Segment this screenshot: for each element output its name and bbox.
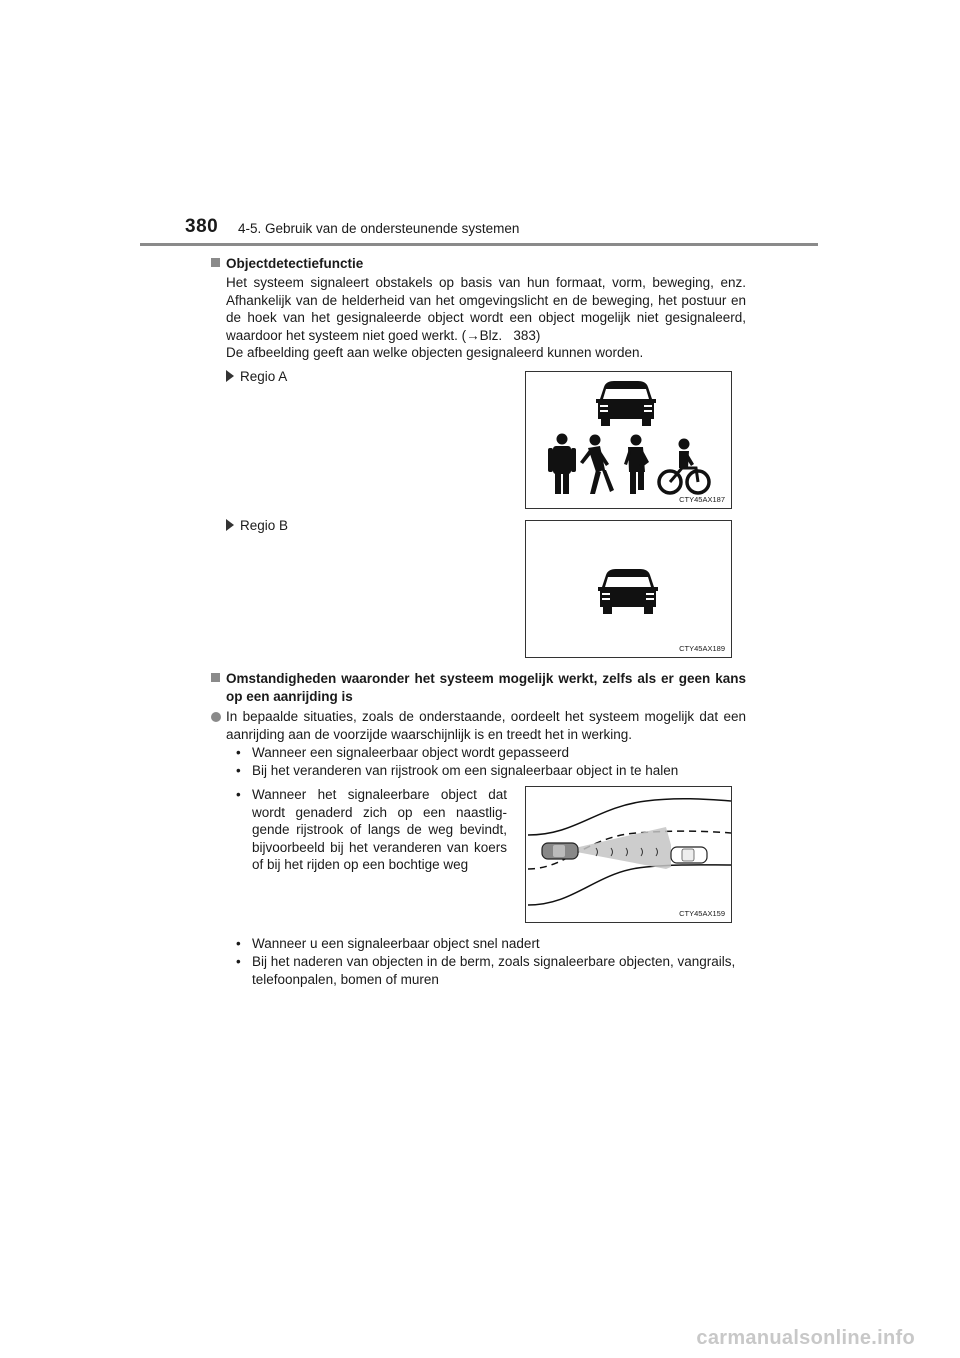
- car-front-icon: [596, 381, 656, 426]
- para1-line: Het systeem signaleert obstakels op basis van hun formaat, vorm, beweging, enz.: [226, 275, 746, 290]
- cyclist-icon: [659, 439, 709, 494]
- figure-code: CTY45AX187: [679, 495, 725, 504]
- region-b-row: [226, 517, 288, 535]
- car-top-icon: [671, 847, 707, 863]
- square-bullet-icon: [211, 258, 220, 267]
- section2-intro-line2: aanrijding aan de voorzijde waarschijnlijk is en treedt het in werking.: [226, 726, 632, 742]
- item3-last-line: of bij het rijden op een bochtige weg: [252, 857, 469, 872]
- section1-paragraph: [226, 274, 746, 344]
- list-item: • Wanneer u een signaleerbaar object snel nadert: [236, 936, 540, 951]
- detectable-objects-illustration-b: [526, 521, 731, 657]
- section2-heading-line1: Omstandigheden waaronder het systeem mogelijk werkt, zelfs als er geen kans: [226, 671, 746, 686]
- pedestrian-icon: [548, 434, 576, 495]
- list-item-text: Wanneer een signaleerbaar object wordt gepasseerd: [252, 745, 569, 760]
- square-bullet-icon: [211, 673, 220, 682]
- section2-intro-line1: In bepaalde situaties, zoals de onderstaande, oordeelt het systeem mogelijk dat een: [226, 709, 746, 724]
- para1-line: de hoek van het gesignaleerde object wordt een object mogelijk niet gesignaleerd,: [226, 310, 746, 325]
- section2-heading-line2: op een aanrijding is: [226, 688, 353, 704]
- list-item: • Bij het veranderen van rijstrook om een signaleerbaar object in te halen: [236, 763, 679, 778]
- header-rule: [140, 243, 818, 246]
- figure-curved-road: [525, 786, 732, 923]
- page-number: 380: [185, 216, 219, 237]
- item3-line: bijvoorbeeld bij het veranderen van koers: [252, 839, 507, 855]
- list-item-text: Wanneer u een signaleerbaar object snel nadert: [252, 936, 540, 951]
- detectable-objects-illustration-a: [526, 372, 731, 508]
- section2-intro: [211, 708, 746, 743]
- para1-last-line: waardoor het systeem niet goed werkt. (→Blz. 383): [226, 327, 541, 343]
- car-top-icon: [542, 843, 578, 859]
- para1-line: Afhankelijk van de helderheid van het omgevingslicht en de beweging, het postuur en: [226, 292, 746, 308]
- item3-line: Wanneer het signaleerbare object dat: [252, 787, 507, 802]
- list-item-text: Bij het veranderen van rijstrook om een signaleerbaar object in te halen: [252, 763, 679, 778]
- circle-bullet-icon: [211, 712, 221, 722]
- list-item: • Bij het naderen van objecten in de berm, zoals signaleerbare objecten, vangrails, telefoonpalen, bomen of muren: [236, 953, 746, 988]
- road-curve-icon: [526, 787, 731, 922]
- pedestrian-icon: [624, 435, 649, 495]
- section2-intro-line1-row: [211, 708, 746, 726]
- section1-heading-row: [211, 256, 363, 271]
- figure-code: CTY45AX159: [679, 909, 725, 918]
- pedestrian-icon: [580, 435, 614, 495]
- section1-heading: Objectdetectiefunctie: [226, 256, 364, 271]
- region-a-label: Regio A: [240, 369, 288, 384]
- region-b-label: Regio B: [240, 518, 289, 533]
- region-a-row: [226, 368, 287, 386]
- figure-region-b: [525, 520, 732, 658]
- figure-code: CTY45AX189: [679, 644, 725, 653]
- triangle-arrow-icon: [226, 519, 234, 531]
- section2-heading-block: [211, 670, 746, 705]
- triangle-arrow-icon: [226, 370, 234, 382]
- section-title: 4-5. Gebruik van de ondersteunende systemen: [238, 221, 520, 236]
- item3-line: wordt genaderd zich op een naastlig-: [252, 804, 507, 820]
- section1-paragraph2: De afbeelding geeft aan welke objecten gesignaleerd kunnen worden.: [226, 345, 644, 360]
- figure-region-a: [525, 371, 732, 509]
- list-item: • Wanneer een signaleerbaar object wordt gepasseerd: [236, 745, 569, 760]
- car-front-icon: [598, 569, 658, 614]
- item3-line: gende rijstrook of langs de weg bevindt,: [252, 822, 507, 837]
- section2-heading-line1-row: [211, 670, 746, 688]
- item5-line2: telefoonpalen, bomen of muren: [252, 971, 439, 987]
- list-item: • Wanneer het signaleerbare object dat wordt genaderd zich op een naastlig- gende rijstrook of langs de weg bevindt, bijvoorbeeld bij het veranderen van koers of bij het rijden op een bochtige weg: [236, 787, 507, 872]
- watermark: carmanualsonline.info: [696, 1327, 915, 1349]
- item5-line1: Bij het naderen van objecten in de berm, zoals signaleerbare objecten, vangrails,: [252, 954, 736, 969]
